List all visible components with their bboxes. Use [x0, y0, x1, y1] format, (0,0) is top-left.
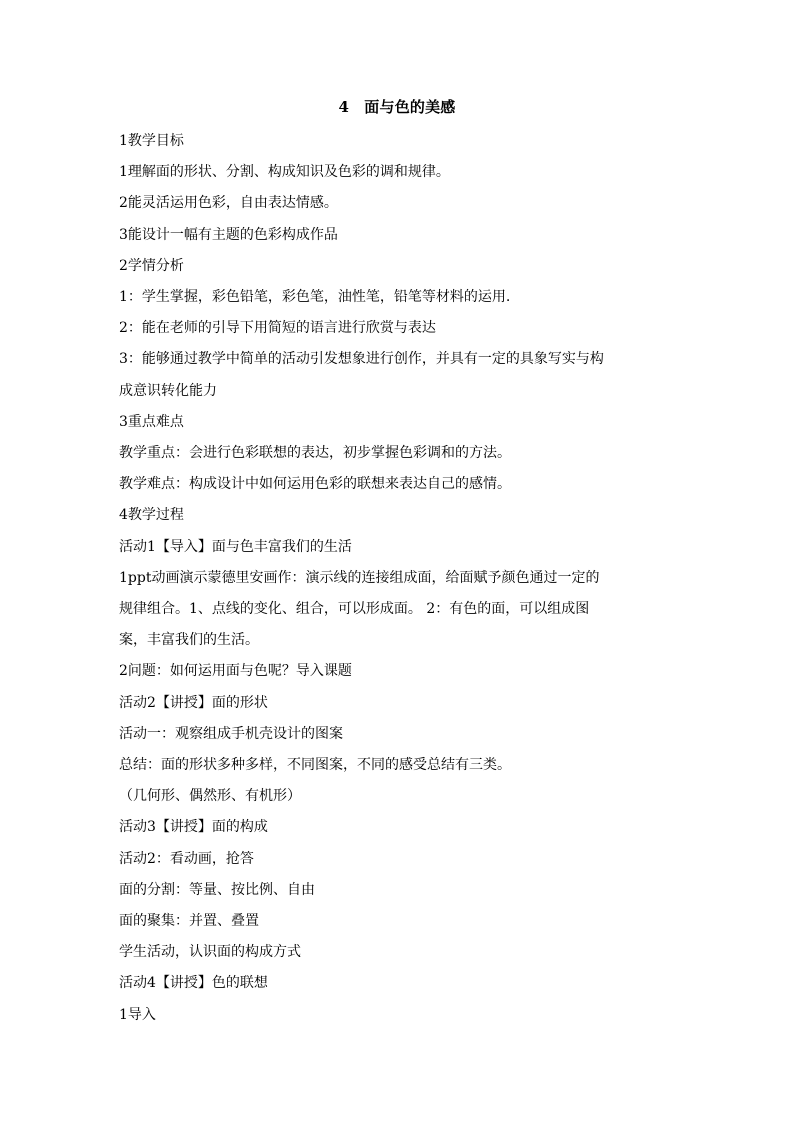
- activity-1-text-line-2: 规律组合。1、点线的变化、组合，可以形成面。 2：有色的面，可以组成图: [119, 601, 590, 618]
- key-point-focus: 教学重点：会进行色彩联想的表达，初步掌握色彩调和的方法。: [119, 445, 511, 462]
- key-point-difficulty: 教学难点：构成设计中如何运用色彩的联想来表达自己的感情。: [119, 476, 511, 493]
- analysis-item-1: 1：学生掌握，彩色铅笔，彩色笔，油性笔，铅笔等材料的运用.: [119, 289, 511, 306]
- activity-3-student-task: 学生活动，认识面的构成方式: [119, 944, 301, 961]
- activity-3-division: 面的分割：等量、按比例、自由: [119, 881, 315, 898]
- activity-3-heading: 活动3【讲授】面的构成: [119, 819, 268, 836]
- section-heading-teaching-goals: 1教学目标: [119, 133, 184, 149]
- activity-2-task: 活动一：观察组成手机壳设计的图案: [119, 725, 343, 742]
- document-body: [119, 126, 679, 1031]
- activity-3-task: 活动2：看动画，抢答: [119, 850, 254, 867]
- analysis-item-3-line-2: 成意识转化能力: [119, 382, 217, 399]
- activity-2-heading: 活动2【讲授】面的形状: [119, 694, 268, 711]
- activity-4-heading: 活动4【讲授】色的联想: [119, 975, 268, 992]
- activity-1-text-line-3: 案，丰富我们的生活。: [119, 632, 259, 649]
- analysis-item-3-line-1: 3：能够通过教学中简单的活动引发想象进行创作，并具有一定的具象写实与构: [119, 351, 604, 368]
- document-title: 4 面与色的美感: [338, 98, 456, 116]
- goal-item-1: 1理解面的形状、分割、构成知识及色彩的调和规律。: [119, 164, 450, 181]
- activity-4-intro: 1导入: [119, 1006, 156, 1023]
- activity-1-text-line-1: 1ppt动画演示蒙德里安画作：演示线的连接组成面，给面赋予颜色通过一定的: [119, 569, 600, 586]
- analysis-item-2: 2：能在老师的引导下用简短的语言进行欣赏与表达: [119, 320, 436, 337]
- section-heading-student-analysis: 2学情分析: [119, 257, 184, 274]
- activity-1-heading: 活动1【导入】面与色丰富我们的生活: [119, 538, 352, 555]
- activity-2-summary: 总结：面的形状多种多样，不同图案，不同的感受总结有三类。: [119, 757, 511, 774]
- goal-item-3: 3能设计一幅有主题的色彩构成作品: [119, 226, 338, 243]
- activity-2-shape-types: （几何形、偶然形、有机形）: [119, 788, 301, 805]
- section-heading-teaching-process: 4教学过程: [119, 507, 184, 524]
- activity-3-gathering: 面的聚集：并置、叠置: [119, 913, 259, 930]
- section-heading-key-points: 3重点难点: [119, 413, 184, 430]
- activity-1-question: 2问题：如何运用面与色呢？导入课题: [119, 663, 352, 680]
- goal-item-2: 2能灵活运用色彩，自由表达情感。: [119, 195, 338, 212]
